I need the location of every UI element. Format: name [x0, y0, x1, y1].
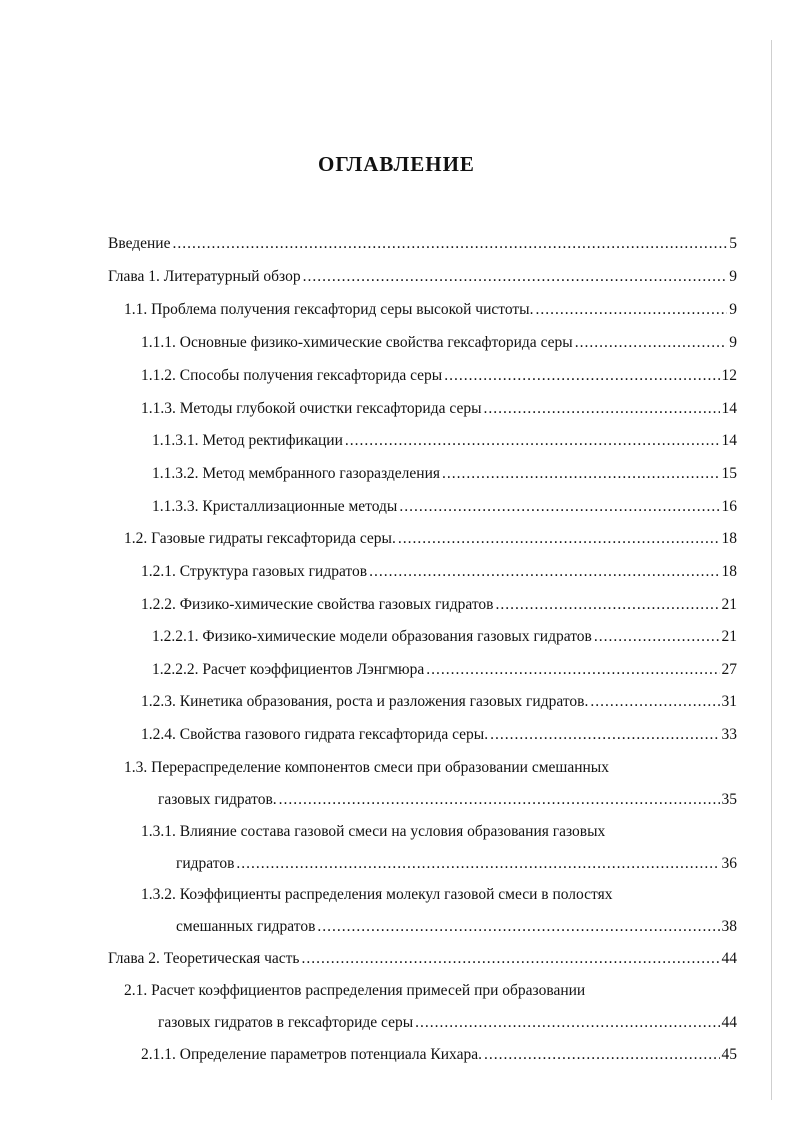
leader-dots [172, 234, 727, 254]
toc-entry-page: 44 [721, 950, 737, 967]
toc-entry-page: 44 [721, 1014, 737, 1031]
toc-entry-page: 27 [721, 661, 737, 678]
leader-dots [484, 1045, 720, 1065]
leader-dots [535, 300, 727, 320]
leader-dots [303, 267, 728, 287]
leader-dots [399, 497, 719, 517]
leader-dots [575, 333, 728, 353]
toc-entry-1-1-1[interactable] [141, 333, 737, 353]
toc-entry-page: 9 [729, 268, 737, 285]
toc-entry-text: 2.1. Расчет коэффициентов распределения примесей при образовании [124, 982, 586, 999]
toc-entry-2-1[interactable] [124, 981, 737, 1001]
toc-entry-text: 1.2.2. Физико-химические свойства газовых гидратов [141, 596, 494, 613]
leader-dots [442, 464, 719, 484]
toc-entry-1-3-1[interactable] [141, 822, 737, 842]
toc-entry-1-2-2-1[interactable] [152, 627, 737, 647]
toc-entry-page: 38 [721, 918, 737, 935]
toc-entry-1-3-1-continued[interactable] [176, 854, 737, 874]
leader-dots [279, 790, 720, 810]
toc-entry-page: 14 [721, 432, 737, 449]
toc-entry-text: 1.1.3.1. Метод ректификации [152, 432, 343, 449]
toc-entry-1-1-3-1[interactable] [152, 431, 737, 451]
toc-entry-text: газовых гидратов в гексафториде серы [158, 1014, 414, 1031]
toc-entry-page: 15 [721, 465, 737, 482]
toc-entry-text: 1.2.1. Структура газовых гидратов [141, 563, 368, 580]
toc-entry-text: 1.3.1. Влияние состава газовой смеси на условия образования газовых [141, 823, 606, 840]
toc-entry-page: 18 [721, 563, 737, 580]
toc-entry-text: Глава 1. Литературный обзор [108, 268, 301, 285]
leader-dots [236, 854, 719, 874]
toc-entry-1-2-2-2[interactable] [152, 660, 737, 680]
toc-entry-1-2-3[interactable] [141, 692, 737, 712]
toc-entry-text: Глава 2. Теоретическая часть [108, 950, 300, 967]
toc-entry-page: 21 [721, 596, 737, 613]
toc-entry-page: 21 [721, 628, 737, 645]
toc-entry-2-1-1[interactable] [141, 1045, 737, 1065]
toc-entry-1-2-4[interactable] [141, 725, 737, 745]
toc-entry-text: Введение [108, 235, 171, 252]
toc-entry-1-2-2[interactable] [141, 595, 737, 615]
leader-dots [415, 1013, 719, 1033]
toc-entry-text: смешанных гидратов [176, 918, 316, 935]
toc-entry-1-1-3[interactable] [141, 399, 737, 419]
toc-entry-text: 1.1. Проблема получения гексафторид серы высокой чистоты. [124, 301, 534, 318]
toc-entry-1-1-2[interactable] [141, 366, 737, 386]
toc-entry-1-3-2-continued[interactable] [176, 917, 737, 937]
leader-dots [426, 660, 719, 680]
leader-dots [302, 949, 720, 969]
toc-entry-page: 35 [721, 791, 737, 808]
toc-entry-text: 1.1.3.2. Метод мембранного газоразделения [152, 465, 441, 482]
toc-entry-text: 1.2.3. Кинетика образования, роста и разложения газовых гидратов. [141, 693, 589, 710]
toc-entry-page: 45 [721, 1046, 737, 1063]
toc-entry-text: 1.2.4. Свойства газового гидрата гексафторида серы. [141, 726, 489, 743]
toc-entry-1-1[interactable] [124, 300, 737, 320]
page-title: ОГЛАВЛЕНИЕ [318, 152, 475, 176]
toc-entry-1-3-continued[interactable] [158, 790, 737, 810]
toc-entry-introduction[interactable] [108, 234, 737, 254]
toc-entry-text: 2.1.1. Определение параметров потенциала Кихара. [141, 1046, 482, 1063]
toc-entry-text: 1.2. Газовые гидраты гексафторида серы. [124, 530, 396, 547]
toc-entry-1-1-3-3[interactable] [152, 497, 737, 517]
leader-dots [490, 725, 719, 745]
leader-dots [594, 627, 720, 647]
toc-entry-text: 1.3.2. Коэффициенты распределения молекул газовой смеси в полостях [141, 886, 613, 903]
scan-edge-line [771, 40, 772, 1100]
toc-entry-text: 1.1.3.3. Кристаллизационные методы [152, 498, 398, 515]
toc-entry-page: 5 [729, 235, 737, 252]
toc-entry-text: 1.1.3. Методы глубокой очистки гексафторида серы [141, 400, 482, 417]
toc-entry-page: 36 [721, 855, 737, 872]
leader-dots [369, 562, 719, 582]
toc-entry-page: 9 [729, 301, 737, 318]
toc-entry-text: 1.2.2.1. Физико-химические модели образования газовых гидратов [152, 628, 592, 645]
toc-entry-1-2[interactable] [124, 529, 737, 549]
toc-entry-text: 1.2.2.2. Расчет коэффициентов Лэнгмюра [152, 661, 425, 678]
leader-dots [398, 529, 720, 549]
toc-entry-1-3-2[interactable] [141, 885, 737, 905]
toc-entry-1-1-3-2[interactable] [152, 464, 737, 484]
toc-entry-2-1-continued[interactable] [158, 1013, 737, 1033]
toc-entry-text: гидратов [176, 855, 235, 872]
leader-dots [317, 917, 719, 937]
toc-entry-text: 1.1.2. Способы получения гексафторида серы [141, 367, 443, 384]
leader-dots [444, 366, 719, 386]
toc-entry-page: 12 [721, 367, 737, 384]
leader-dots [590, 692, 719, 712]
toc-entry-chapter-1[interactable] [108, 267, 737, 287]
toc-entry-page: 9 [729, 334, 737, 351]
toc-entry-text: газовых гидратов. [158, 791, 277, 808]
toc-entry-chapter-2[interactable] [108, 949, 737, 969]
toc-entry-text: 1.3. Перераспределение компонентов смеси при образовании смешанных [124, 759, 609, 776]
toc-entry-text: 1.1.1. Основные физико-химические свойства гексафторида серы [141, 334, 573, 351]
toc-entry-page: 16 [721, 498, 737, 515]
toc-entry-page: 18 [721, 530, 737, 547]
toc-entry-page: 14 [721, 400, 737, 417]
toc-entry-page: 33 [721, 726, 737, 743]
toc-entry-1-3[interactable] [124, 758, 737, 778]
toc-entry-page: 31 [721, 693, 737, 710]
toc-entry-1-2-1[interactable] [141, 562, 737, 582]
leader-dots [345, 431, 720, 451]
leader-dots [484, 399, 720, 419]
leader-dots [495, 595, 719, 615]
